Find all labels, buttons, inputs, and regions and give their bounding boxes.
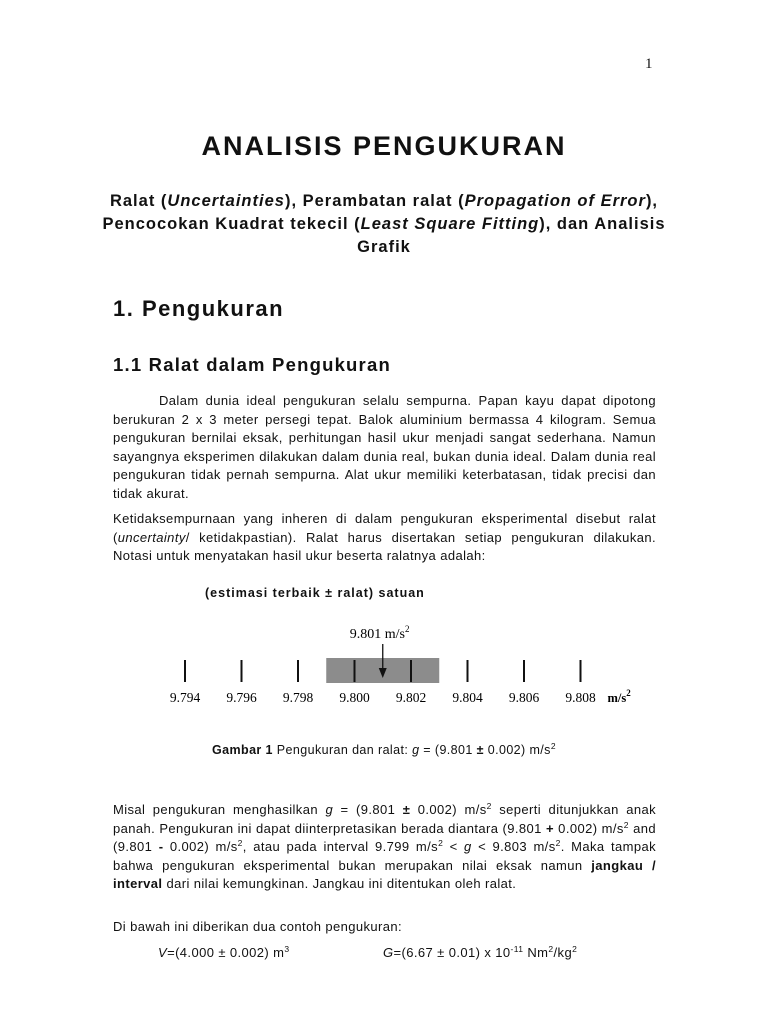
example-superscript: 3: [284, 944, 290, 954]
paragraph-superscript: 2: [237, 838, 243, 849]
paragraph-text: <: [443, 839, 465, 855]
examples-row: [158, 945, 618, 965]
marker-label: 9.801 $m/s^2$: [349, 624, 410, 642]
document-title: ANALISIS PENGUKURAN: [201, 131, 567, 161]
example-superscript: -11: [510, 944, 524, 954]
example-gravitational-constant: [383, 945, 577, 960]
caption-superscript: 2: [550, 741, 556, 751]
subtitle-text: ), Perambatan ralat (: [284, 192, 465, 210]
example-variable: G: [383, 945, 394, 960]
tick-label: 9.804: [452, 690, 483, 705]
paragraph-bold: -: [158, 839, 164, 855]
caption-plusminus: ±: [476, 743, 484, 757]
paragraph-text: dari nilai kemungkinan. Jangkau ini ditentukan oleh ralat.: [162, 876, 517, 892]
notation-formula: (estimasi terbaik ± ralat) satuan: [205, 586, 425, 600]
example-text: =(6.67 ± 0.01) x 10: [393, 945, 511, 960]
paragraph-bold: ±: [402, 802, 411, 817]
example-volume: [158, 945, 290, 960]
tick-label: 9.808: [565, 690, 596, 705]
scale-labels: [170, 690, 596, 705]
example-text: =(4.000 ± 0.002) m: [167, 945, 285, 960]
subtitle-text: ), Pencocokan Kuadrat tekecil (: [102, 192, 659, 233]
paragraph-text: 0.002) m/s: [410, 802, 487, 817]
tick-label: 9.802: [395, 690, 427, 705]
document-subtitle: [100, 190, 668, 259]
section-heading: 1. Pengukuran: [113, 296, 285, 321]
paragraph-bold: +: [546, 820, 554, 836]
paragraph-italic: g: [464, 839, 472, 855]
paragraph-italic: uncertainty: [117, 529, 186, 545]
paragraph-superscript: 2: [438, 838, 444, 849]
example-text: /kg: [553, 945, 573, 960]
example-variable: V: [158, 945, 168, 960]
tick-label: 9.800: [339, 690, 370, 705]
paragraph-text: , atau pada interval 9.799 m/s: [242, 839, 439, 855]
paragraph-text: Misal pengukuran menghasilkan: [113, 802, 326, 817]
paragraph-text: / ketidakpastian). Ralat harus disertakan setiap pengukuran dilakukan. Notasi untuk menyatakan hasil ukur beserta ralatnya adalah:: [113, 529, 656, 564]
paragraph-text: . Maka tampak bahwa pengukuran eksperimental bukan merupakan nilai eksak namun: [113, 839, 656, 873]
figure-caption: [0, 743, 768, 757]
paragraph-text: Ketidaksempurnaan yang inheren di dalam pengukuran eksperimental disebut ralat (: [113, 511, 656, 545]
paragraph-text: 0.002) m/s: [163, 839, 238, 855]
caption-text: = (9.801: [419, 743, 477, 757]
paragraph-superscript: 2: [623, 819, 629, 830]
paragraph-text: and (9.801: [113, 820, 656, 855]
caption-text: Pengukuran dan ralat:: [272, 743, 413, 757]
paragraph-text: = (9.801: [333, 802, 403, 817]
paragraph-text: < 9.803 m/s: [471, 839, 556, 855]
paragraph-italic: g: [325, 802, 334, 817]
paragraph-text: 0.002) m/s: [554, 820, 624, 836]
caption-label: Gambar 1: [212, 743, 273, 757]
caption-variable: g: [412, 743, 420, 757]
paragraph-superscript: 2: [555, 838, 561, 849]
tick-label: 9.796: [226, 690, 257, 705]
subtitle-italic: Propagation of Error: [464, 192, 646, 210]
paragraph-superscript: 2: [486, 801, 492, 811]
measurement-scale-figure: [150, 616, 650, 712]
tick-label: 9.798: [282, 690, 314, 705]
tick-label: 9.794: [169, 690, 201, 705]
paragraph-bold: jangkau / interval: [113, 857, 657, 892]
subtitle-text: ), dan Analisis Grafik: [357, 215, 666, 256]
example-superscript: 2: [572, 944, 578, 954]
scale-unit: $m/s^2$: [607, 688, 631, 705]
example-text: Nm: [523, 945, 549, 960]
subtitle-italic: Uncertainties: [167, 192, 285, 210]
paragraph-ideal-world: Dalam dunia ideal pengukuran selalu sempurna. Papan kayu dapat dipotong berukuran 2 x 3 meter persegi tepat. Balok aluminium bermassa 4 kilogram. Semua pengukuran bernilai eksak, perhitungan hasil ukur menjadi sangat sederhana. Namun sayangnya eksperimen dilakukan dalam dunia real, bukan dunia ideal. Dalam dunia real pengukuran tidak pernah sempurna. Alat ukur memiliki keterbatasan, tidak precisi dan tidak akurat.: [113, 393, 656, 501]
subsection-heading: 1.1 Ralat dalam Pengukuran: [113, 354, 391, 375]
paragraph-interpretation: [113, 801, 656, 894]
paragraph-text: seperti ditunjukkan anak panah. Pengukuran ini dapat diinterpretasikan berada diantara (9.801: [113, 802, 656, 836]
subtitle-text: Ralat (: [109, 192, 168, 210]
example-superscript: 2: [548, 944, 554, 954]
paragraph-examples-intro: Di bawah ini diberikan dua contoh pengukuran:: [113, 919, 403, 934]
caption-text: 0.002) m/s: [483, 743, 551, 757]
paragraph-uncertainty: [113, 510, 656, 566]
page-number: 1: [645, 56, 653, 72]
subtitle-italic: Least Square Fitting: [360, 215, 540, 233]
tick-label: 9.806: [508, 690, 540, 705]
